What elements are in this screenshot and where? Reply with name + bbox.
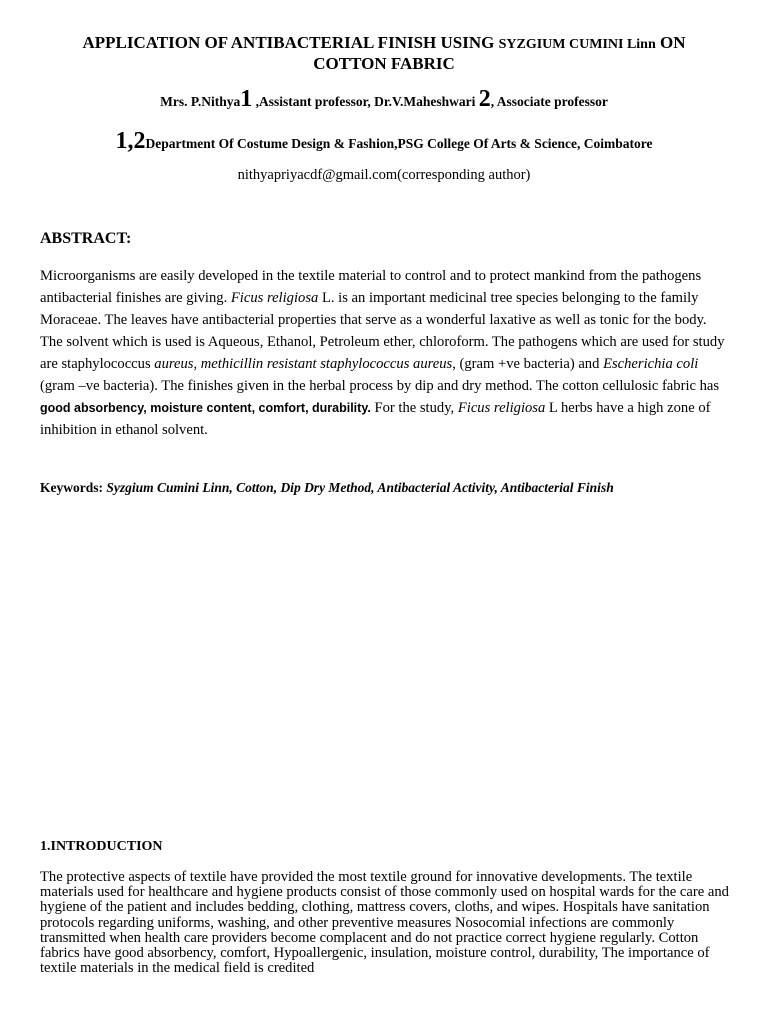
author-line	[40, 86, 728, 115]
abstract-italic: Escherichia coli	[603, 356, 699, 372]
author-2: ,Assistant professor, Dr.V.Maheshwari	[252, 94, 479, 109]
abstract-italic: Ficus religiosa	[230, 290, 319, 306]
author-2-role: , Associate professor	[490, 94, 608, 109]
author-2-mark: 2	[478, 86, 491, 112]
author-1-mark: 1	[240, 86, 253, 112]
paper-title	[40, 33, 728, 73]
keywords-line	[40, 479, 730, 497]
abstract-italic: Ficus religiosa	[457, 400, 546, 416]
affiliation-marks: 1,2	[115, 128, 146, 154]
abstract-text: For the study,	[370, 400, 458, 416]
abstract-text: , (gram +ve bacteria) and	[452, 356, 604, 372]
abstract-text: Microorganisms are easily developed in the textile material to control and to protect mankind from the pathogens antibacterial finishes are giving.	[40, 268, 702, 306]
introduction-heading: 1.INTRODUCTION	[40, 839, 163, 854]
abstract-text: L herbs have a high zone of inhibition in ethanol solvent.	[40, 400, 711, 438]
keywords-label: Keywords:	[40, 480, 107, 495]
abstract-italic: methicillin resistant staphylococcus aureus	[200, 356, 453, 372]
keywords-value: Syzgium Cumini Linn, Cotton, Dip Dry Method, Antibacterial Activity, Antibacterial Finish	[106, 480, 614, 495]
introduction-body: The protective aspects of textile have provided the most textile ground for innovative developments. The textile materials used for healthcare and hygiene products consist of those commonly used on hospital wards for the care and hygiene of the patient and includes bedding, clothing, mattress covers, cloths, and wipes. Hospitals have sanitation protocols regarding uniforms, washing, and other preventive measures Nosocomial infections are commonly transmitted when health care providers become complacent and do not practice correct hygiene regularly. Cotton fabrics have good absorbency, comfort, Hypoallergenic, insulation, moisture control, durability, The importance of textile materials in the medical field is credited	[40, 869, 729, 977]
abstract-body	[40, 265, 730, 441]
abstract-bold: good absorbency, moisture content, comfort, durability.	[40, 401, 371, 415]
corresponding-email: nithyapriyacdf@gmail.com(corresponding author)	[237, 167, 531, 183]
title-part3: ON	[655, 33, 686, 52]
title-species: SYZGIUM CUMINI Linn	[498, 37, 656, 52]
abstract-text: L. is an important medicinal tree species belonging to the family Moraceae. The leaves have antibacterial properties that serve as a wonderful laxative as well as tonic for the body. The solvent which is used is Aqueous, Ethanol, Petroleum ether, chloroform. The pathogens which are used for study are staphylococcus	[40, 290, 725, 372]
title-part1: APPLICATION OF ANTIBACTERIAL FINISH USING	[82, 33, 499, 52]
abstract-heading: ABSTRACT:	[40, 230, 132, 247]
affiliation-line	[40, 126, 728, 159]
affiliation-text: Department Of Costume Design & Fashion,PSG College Of Arts & Science, Coimbatore	[145, 136, 653, 151]
title-line2: COTTON FABRIC	[313, 54, 455, 73]
author-1: Mrs. P.Nithya	[160, 94, 241, 109]
abstract-text: ,	[193, 356, 201, 372]
abstract-italic: aureus	[154, 356, 194, 372]
abstract-text: (gram –ve bacteria). The finishes given in the herbal process by dip and dry method. The cotton cellulosic fabric has	[40, 378, 720, 394]
